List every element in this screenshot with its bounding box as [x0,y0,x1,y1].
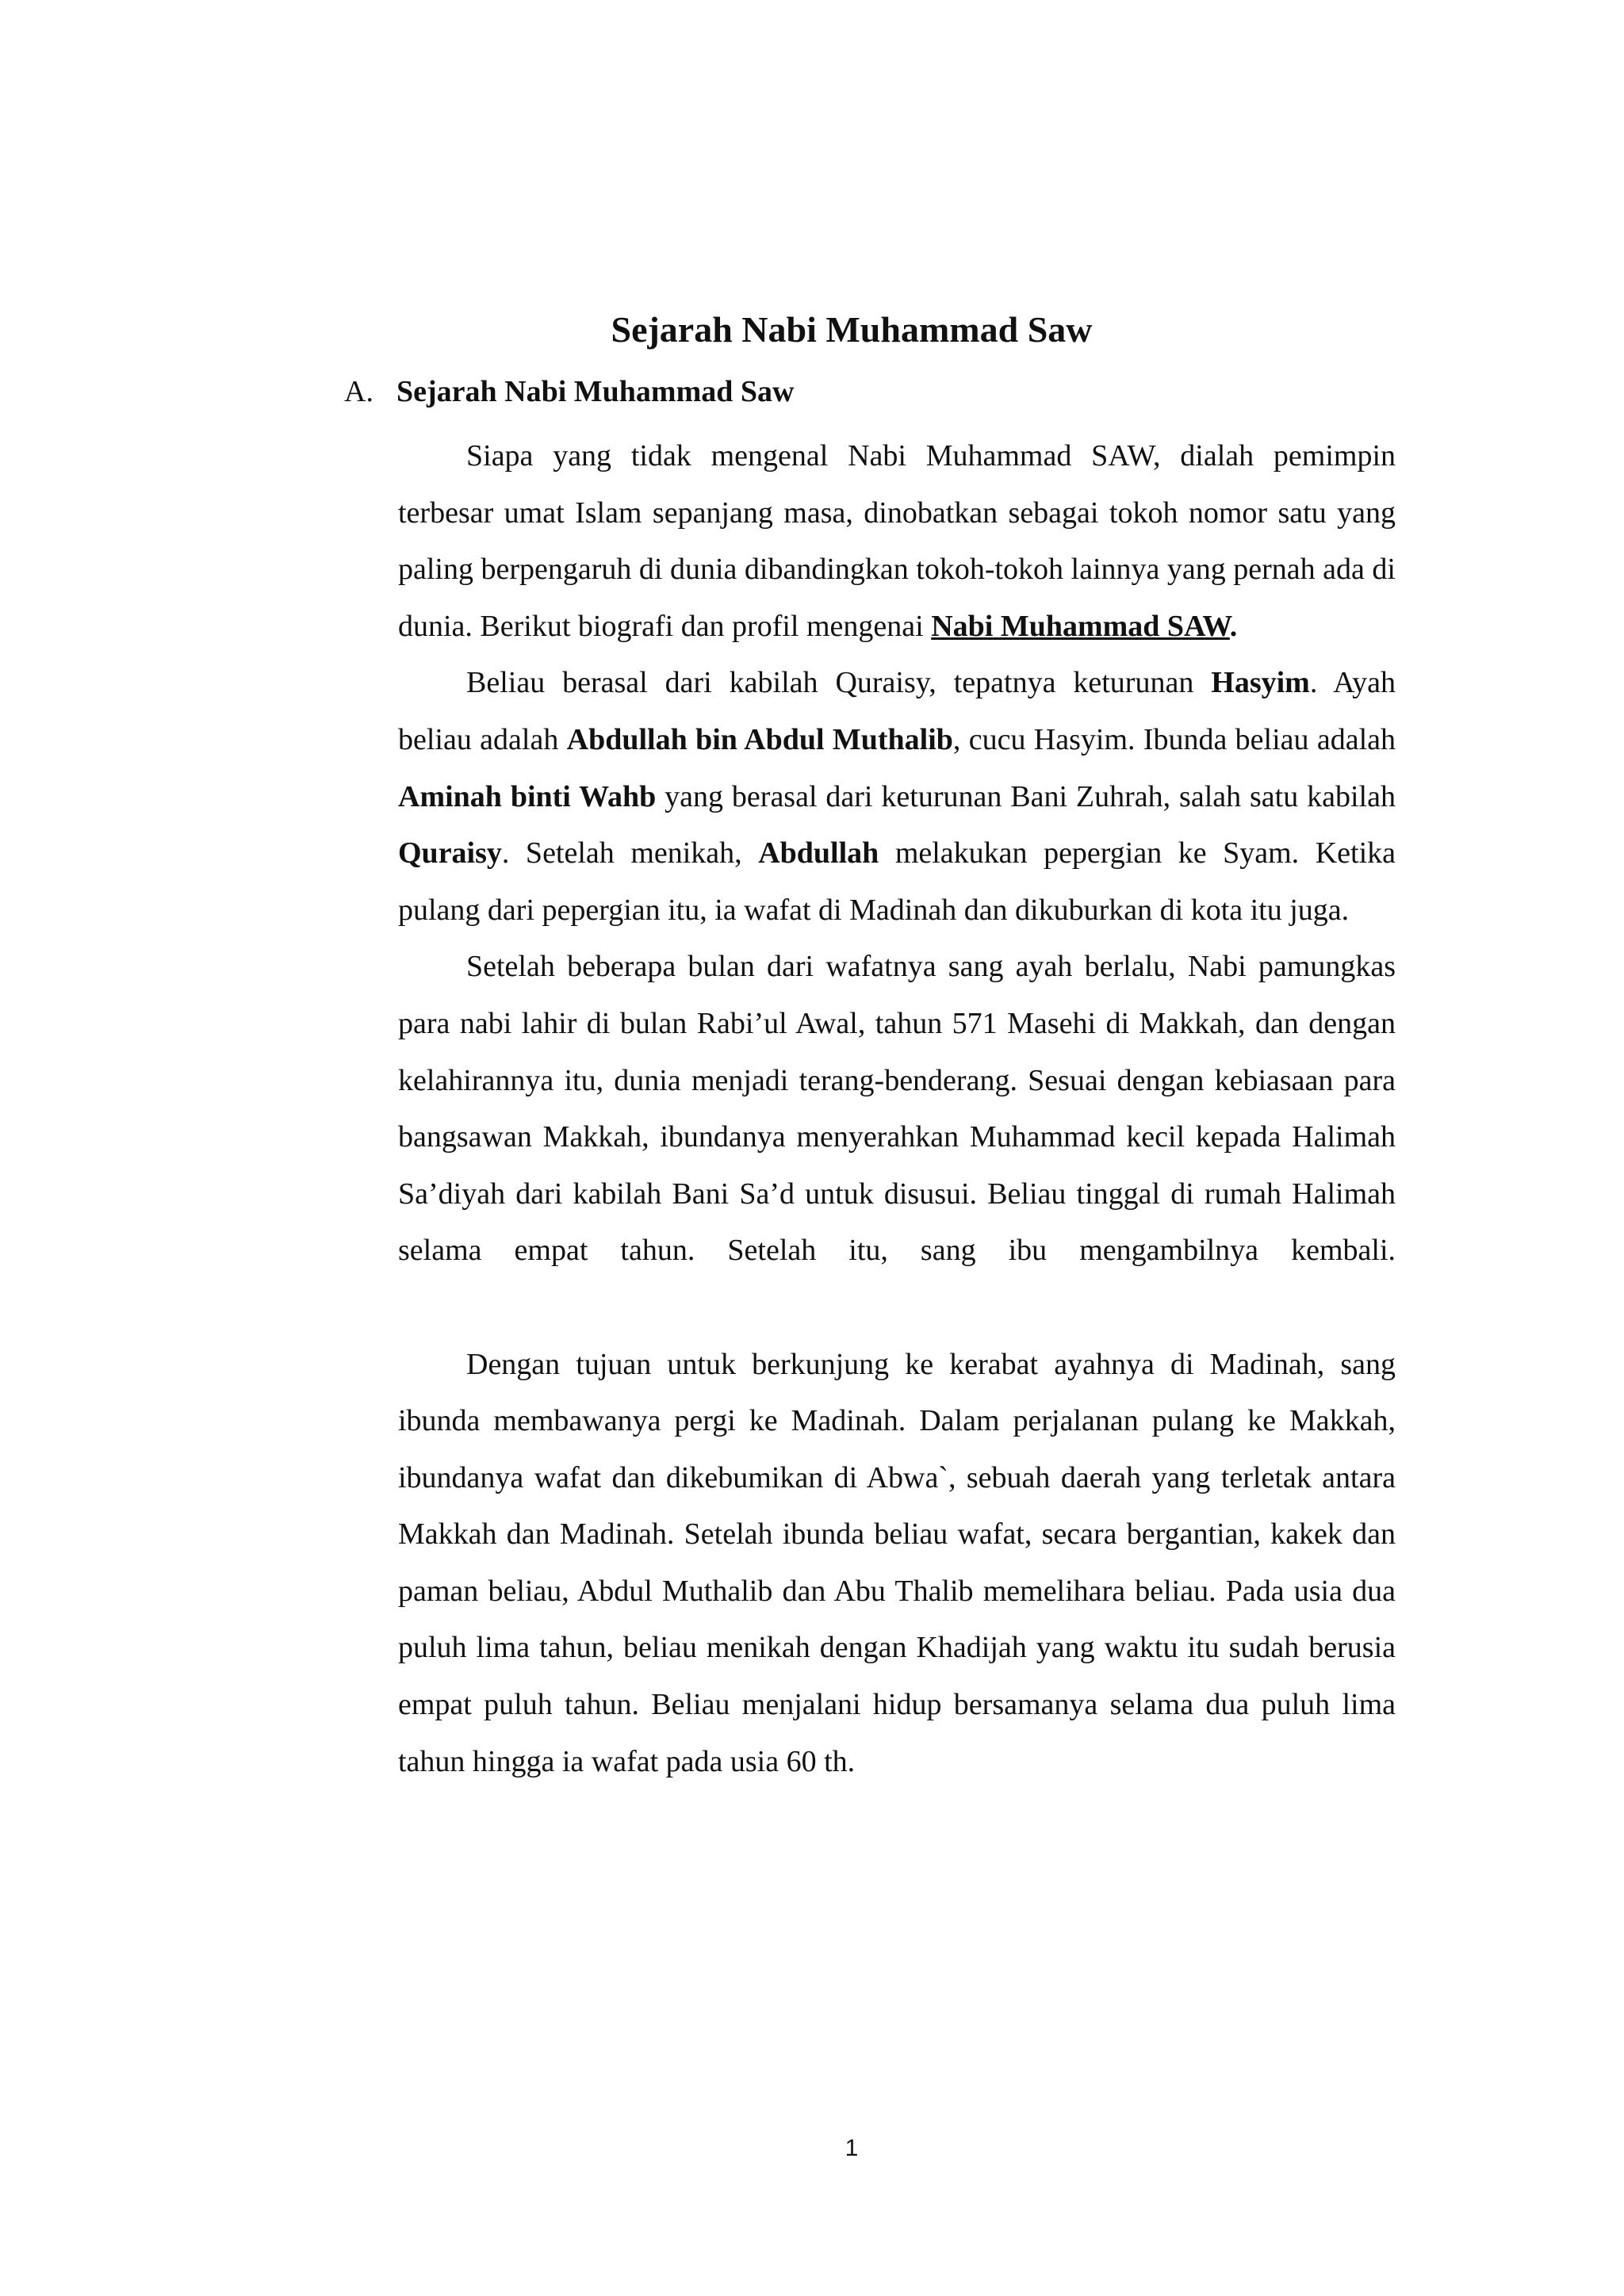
paragraph-2-bold-3: Aminah binti Wahb [398,779,657,813]
body-text [398,428,1396,1790]
paragraph-2-text-1: Beliau berasal dari kabilah Quraisy, tepatnya keturunan [466,666,1212,700]
section-letter: A. [344,375,373,408]
paragraph-2 [398,655,1396,939]
paragraph-2-bold-2: Abdullah bin Abdul Muthalib [566,722,953,756]
paragraph-2-bold-4: Quraisy [398,836,502,871]
paragraph-1-text: Siapa yang tidak mengenal Nabi Muhammad SAW, dialah pemimpin terbesar umat Islam sepanjang masa, dinobatkan sebagai tokoh nomor satu yang paling berpengaruh di dunia dibandingkan tokoh-tokoh lainnya yang pernah ada di dunia. Berikut biografi dan profil mengenai [398,439,1396,643]
paragraph-2-text-3: , cucu Hasyim. Ibunda beliau adalah [952,722,1396,756]
paragraph-4: Dengan tujuan untuk berkunjung ke kerabat ayahnya di Madinah, sang ibunda membawanya pergi ke Madinah. Dalam perjalanan pulang ke Makkah, ibundanya wafat dan dikebumikan di Abwa`, sebuah daerah yang terletak antara Makkah dan Madinah. Setelah ibunda beliau wafat, secara bergantian, kakek dan paman beliau, Abdul Muthalib dan Abu Thalib memelihara beliau. Pada usia dua puluh lima tahun, beliau menikah dengan Khadijah yang waktu itu sudah berusia empat puluh tahun. Beliau menjalani hidup bersamanya selama dua puluh lima tahun hingga ia wafat pada usia 60 th. [398,1347,1396,1778]
section-heading [344,369,794,414]
section-heading-text: Sejarah Nabi Muhammad Saw [396,375,795,408]
paragraph-2-bold-5: Abdullah [758,836,879,871]
paragraph-1 [398,428,1396,655]
paragraph-2-text-5: . Setelah menikah, [501,836,759,871]
paragraph-2-text-4: yang berasal dari keturunan Bani Zuhrah, salah satu kabilah [656,779,1396,813]
paragraph-2-text-6: melakukan pepergian ke Syam. Ketika pulang dari pepergian itu, ia wafat di Madinah dan dikuburkan di kota itu juga. [398,836,1396,927]
page-number: 1 [845,2135,859,2161]
paragraph-1-end: . [1229,609,1238,643]
paragraph-2-bold-1: Hasyim [1211,666,1310,700]
paragraph-3: Setelah beberapa bulan dari wafatnya sang ayah berlalu, Nabi pamungkas para nabi lahir di bulan Rabi’ul Awal, tahun 571 Masehi di Makkah, dan dengan kelahirannya itu, dunia menjadi terang-benderang. Sesuai dengan kebiasaan para bangsawan Makkah, ibundanya menyerahkan Muhammad kecil kepada Halimah Sa’diyah dari kabilah Bani Sa’d untuk disusui. Beliau tinggal di rumah Halimah selama empat tahun. Setelah itu, sang ibu mengambilnya kembali. [398,950,1396,1268]
paragraph-2-text-2: . Ayah beliau adalah [398,666,1396,756]
paragraph-1-link-text: Nabi Muhammad SAW [931,609,1230,643]
document-title: Sejarah Nabi Muhammad Saw [611,309,1093,350]
